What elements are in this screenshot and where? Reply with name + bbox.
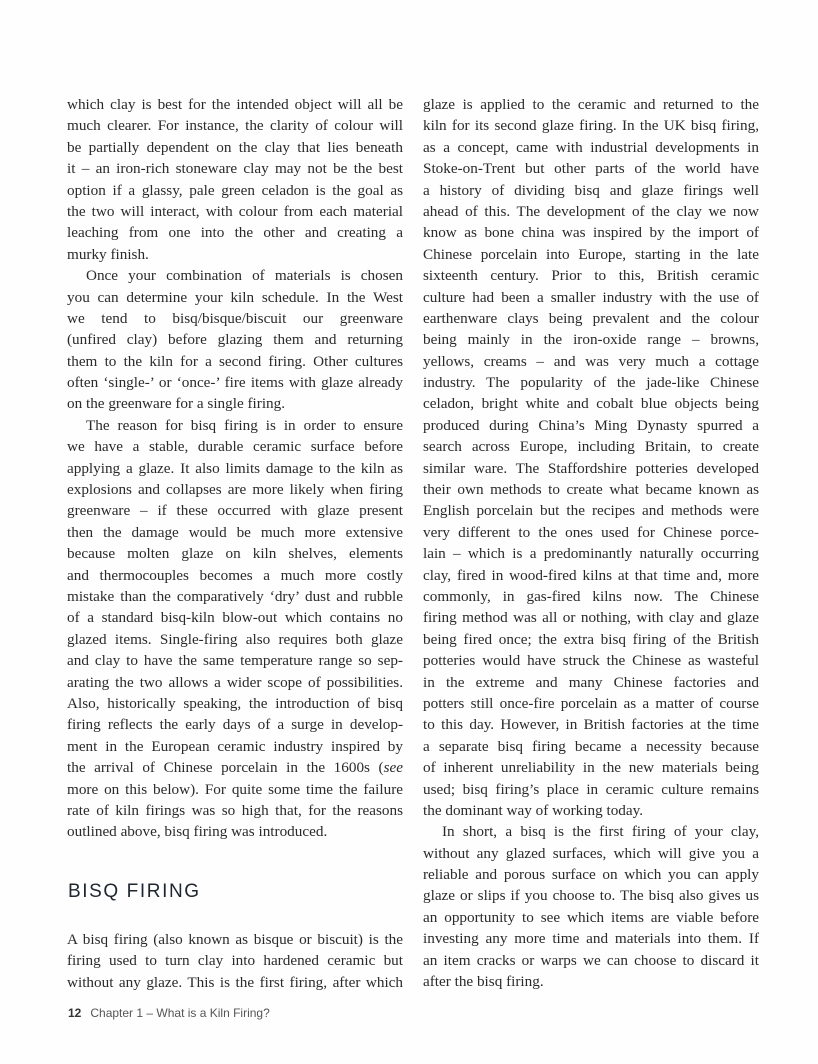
text-line: the two will interact, with colour from each material [67, 202, 403, 220]
text-line: similar ware. The Staffordshire potteries developed [423, 459, 759, 477]
text-line: arating the two allows a wider scope of possibilities. [67, 673, 403, 691]
text-line: investing any more time and materials into them. If [423, 930, 759, 948]
text-line: industry. The popularity of the jade-like Chinese [423, 374, 759, 392]
text-line: Stoke-on-Trent but other parts of the world have [423, 160, 759, 178]
text-line: very different to the ones used for Chinese porce- [423, 523, 759, 541]
text-line: glazed items. Single-firing also requires both glaze [67, 630, 403, 648]
text-line: sixteenth century. Prior to this, British ceramic [423, 267, 759, 285]
text-line: kiln for its second glaze firing. In the UK bisq firing, [423, 117, 759, 135]
text-line: used; bisq firing’s place in ceramic culture remains [423, 780, 759, 798]
text-line: of a standard bisq-kiln blow-out which contains no [67, 609, 403, 627]
text-line: much clearer. For instance, the clarity of colour will [67, 117, 403, 135]
text-line: potters still once-fire porcelain as a matter of course [423, 694, 759, 712]
text-line: a history of dividing bisq and glaze firings well [423, 181, 759, 199]
text-line: because molten glaze on kiln shelves, elements [67, 545, 403, 563]
text-line: search across Europe, including Britain, to create [423, 438, 759, 456]
text-line: reliable and porous surface on which you can apply [423, 866, 759, 884]
text-line: Once your combination of materials is chosen [86, 267, 403, 285]
text-line: being fired once; the extra bisq firing of the British [423, 630, 759, 648]
running-head: Chapter 1 – What is a Kiln Firing? [90, 1006, 270, 1020]
text-line: leaching from one into the other and creating a [67, 224, 403, 242]
text-line: we tend to bisq/bisque/biscuit our greenware [67, 309, 403, 327]
text-line: Also, historically speaking, the introduction of bisq [67, 694, 403, 712]
text-line: (unfired clay) before glazing them and returning [67, 331, 403, 349]
text-line: it – an iron-rich stoneware clay may not be the best [67, 160, 403, 178]
text-line: culture had been a smaller industry with the use of [423, 288, 759, 306]
text-line: of inherent unreliability in the new materials being [423, 759, 759, 777]
text-line: potteries would have struck the Chinese as wasteful [423, 652, 759, 670]
text-line: A bisq firing (also known as bisque or biscuit) is the [67, 931, 403, 948]
text-line: which clay is best for the intended object will all be [67, 96, 403, 113]
text-line: them to the kiln for a second firing. Other cultures [67, 352, 403, 370]
text-line: yellows, creams – and was very much a cottage [423, 352, 759, 370]
text-line: an opportunity to see which items are viable before [423, 908, 759, 926]
text-line: glaze is applied to the ceramic and returned to the [423, 96, 759, 113]
left-column-bottom [67, 929, 403, 993]
text-line: on the greenware for a single firing. [67, 395, 286, 413]
text-line: the arrival of Chinese porcelain in the 1600s (see [67, 759, 403, 777]
text-line: In short, a bisq is the first firing of your clay, [442, 823, 759, 841]
text-line: and thermocouples becomes a much more costly [67, 566, 403, 584]
text-line: celadon, bright white and cobalt blue objects being [423, 395, 759, 413]
left-column-top [67, 94, 403, 843]
text-line: greenware – if these occurred with glaze present [67, 502, 403, 520]
text-line: rate of kiln firings was so high that, for the reasons [67, 801, 403, 819]
text-line: after the bisq firing. [423, 973, 544, 991]
text-line: outlined above, bisq firing was introduced. [67, 823, 328, 841]
page-footer [68, 1006, 270, 1020]
text-line: clay, fired in wood-fired kilns at that time and, more [423, 566, 759, 584]
text-line: produced during China’s Ming Dynasty spurred a [423, 416, 759, 434]
text-line: in the extreme and many Chinese factories and [423, 673, 759, 691]
text-line: and clay to have the same temperature range so sep- [67, 652, 403, 670]
section-heading: BISQ FIRING [68, 881, 201, 902]
text-line: know as bone china was inspired by the import of [423, 224, 759, 242]
text-line: we have a stable, durable ceramic surface before [67, 438, 403, 456]
text-line: more on this below). For quite some time the failure [67, 780, 403, 798]
page-number: 12 [68, 1006, 82, 1020]
text-line: as a concept, came with industrial developments in [423, 138, 759, 156]
text-line: The reason for bisq firing is in order to ensure [86, 416, 403, 434]
text-line: the dominant way of working today. [423, 801, 644, 819]
text-line: ahead of this. The development of the clay we now [423, 202, 759, 220]
text-line: explosions and collapses are more likely when firing [67, 481, 403, 499]
text-line: firing used to turn clay into hardened ceramic but [67, 952, 403, 970]
text-line: firing reflects the early days of a surge in develop- [67, 716, 403, 734]
text-line: without any glaze. This is the first firing, after which [67, 973, 403, 991]
text-line: without any glazed surfaces, which will give you a [423, 844, 759, 862]
text-line: their own methods to create what became known as [423, 481, 759, 499]
text-line: lain – which is a predominantly naturally occurring [423, 545, 759, 563]
text-line: option if a glassy, pale green celadon is the goal as [67, 181, 403, 199]
text-line: a separate bisq firing became a necessity because [423, 737, 759, 755]
text-line: often ‘single-’ or ‘once-’ fire items with glaze already [67, 374, 403, 392]
text-line: earthenware clays being prevalent and the colour [423, 309, 759, 327]
text-line: then the damage would be much more extensive [67, 523, 403, 541]
text-line: mistake than the comparatively ‘dry’ dust and rubble [67, 587, 403, 605]
text-line: an item cracks or warps we can choose to discard it [423, 951, 759, 969]
right-column [423, 94, 759, 992]
text-line: murky finish. [67, 245, 149, 263]
text-line: commonly, in gas-fired kilns now. The Chinese [423, 587, 759, 605]
text-line: firing method was all or nothing, with clay and glaze [423, 609, 759, 627]
text-line: ment in the European ceramic industry inspired by [67, 737, 403, 755]
text-line: applying a glaze. It also limits damage to the kiln as [67, 459, 403, 477]
text-line: to this day. However, in British factories at the time [423, 716, 759, 734]
text-line: glaze or slips if you choose to. The bisq also gives us [423, 887, 759, 905]
text-line: be partially dependent on the clay that lies beneath [67, 138, 403, 156]
text-line: English porcelain but the recipes and methods were [423, 502, 759, 520]
text-line: Chinese porcelain into Europe, starting in the late [423, 245, 759, 263]
text-line: being mainly in the iron-oxide range – browns, [423, 331, 759, 349]
text-line: you can determine your kiln schedule. In the West [67, 288, 403, 306]
